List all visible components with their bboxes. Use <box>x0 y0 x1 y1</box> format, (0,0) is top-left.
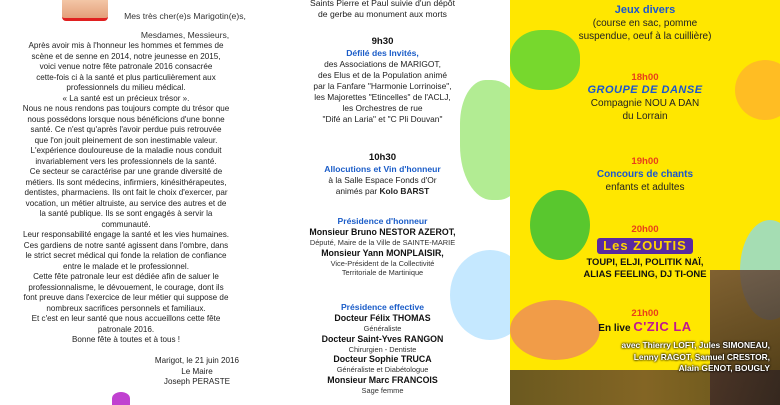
letter-line: Et c'est en leur santé que nous accueillons cette fête <box>31 314 221 323</box>
letter-line: Cette fête patronale leur est dédiée afin de saluer le <box>33 272 219 281</box>
live-title <box>550 320 740 335</box>
letter-line: la santé publique. Ils se sont engagés à servir la <box>39 209 213 218</box>
intro-line: Saints Pierre et Paul suivie d'un dépôt <box>310 0 455 8</box>
danse-title: GROUPE DE DANSE <box>587 84 703 96</box>
effective-president-role: Sage femme <box>361 385 404 395</box>
chants-line: enfants et adultes <box>605 182 685 193</box>
jeux-title: Jeux divers <box>614 4 676 16</box>
zoukis-band-logo: Les ZOUTIS <box>597 238 693 254</box>
danse-line: Compagnie NOU A DAN <box>590 98 700 109</box>
letter-line: cette-fois ci à la santé et plus particulièrement aux <box>36 72 216 82</box>
letter-line: Ce secteur se caractérise par une grande diversité de <box>29 167 223 176</box>
morning-program-column <box>255 0 510 405</box>
musician-line: avec Thierry LOFT, Jules SIMONEAU, <box>621 340 770 350</box>
decorative-shape <box>112 392 130 405</box>
letter-line: Leur responsabilité engage la santé et les vies humaines. <box>22 230 230 239</box>
musician-line: Lenny RAGOT, Samuel CRESTOR, <box>633 351 770 362</box>
live-section <box>550 308 740 335</box>
defile-line: "Difé an Laria" et "C Pli Douvan" <box>322 114 443 124</box>
signature-title: Le Maire <box>181 366 213 376</box>
letter-line: Ces gardiens de notre santé agissent dans l'ombre, dans <box>23 240 229 250</box>
honorary-president-role: Vice-Président de la Collectivité Territoriale de Martinique <box>330 258 435 277</box>
letter-line: professionnels du milieu médical. <box>66 83 186 92</box>
live-musicians <box>540 340 770 375</box>
mayor-letter-column <box>0 0 255 405</box>
letter-line: que l'on jouit pleinement de son inestimable valeur. <box>34 135 218 145</box>
musician-line: Alain GENOT, BOUGLY <box>678 363 770 373</box>
letter-line: « La santé est un précieux trésor ». <box>62 93 190 103</box>
allocutions-host <box>255 186 510 197</box>
letter-line: vocation, un métier altruiste, au service des autres et de <box>25 198 227 208</box>
defile-title: Défilé des Invités, <box>346 48 419 58</box>
allocutions-venue: à la Salle Espace Fonds d'Or <box>328 175 437 185</box>
jeux-section <box>550 4 740 43</box>
honorary-president-role: Député, Maire de la Ville de SAINTE-MARIE <box>309 238 456 247</box>
defile-line: les Orchestres de rue <box>342 103 423 113</box>
salutation-line: Mesdames, Messieurs, <box>140 30 230 41</box>
live-band: C'ZIC LA <box>633 319 692 334</box>
letter-line: le strict secret médical qui fonde la relation de confiance <box>25 251 227 260</box>
defile-line: des Elus et de la Population animé <box>318 70 447 80</box>
signature-name: Joseph PERASTE <box>163 377 231 386</box>
letter-line: voici venue notre fête patronale 2016 consacrée <box>39 62 213 71</box>
defile-line: des Associations de MARIGOT, <box>324 59 441 69</box>
jeux-line: (course en sac, pomme <box>592 18 698 29</box>
letter-line: métiers. Ils sont médecins, infirmiers, kinésithérapeutes, <box>25 177 227 187</box>
effective-president-name: Docteur Sophie TRUCA <box>333 354 432 364</box>
live-prefix: En live <box>598 323 634 334</box>
allocutions-section <box>255 152 510 197</box>
jeux-line: suspendue, oeuf à la cuillière) <box>578 31 712 42</box>
letter-line: professionnalisme, le dévouement, le courage, dont ils <box>28 282 224 292</box>
honorary-president-name: Monsieur Bruno NESTOR AZEROT, <box>309 227 456 237</box>
letter-line: font preuve dans l'exercice de leur métier qui suppose de <box>23 293 229 302</box>
effective-president-role: Généraliste et Diabétologue <box>336 365 429 374</box>
host-prefix: animés par <box>335 186 380 196</box>
mass-intro <box>255 0 510 20</box>
signature-date: Marigot, le 21 juin 2016 <box>154 356 240 365</box>
evening-program-column <box>510 0 780 405</box>
zoukis-artists: ALIAS FEELING, DJ TI-ONE <box>583 268 707 279</box>
effective-president-name: Docteur Saint-Yves RANGON <box>321 333 444 344</box>
zoukis-section <box>550 224 740 280</box>
intro-line: de gerbe au monument aux morts <box>318 9 447 19</box>
presidence-honneur-section <box>255 216 510 278</box>
live-time: 21h00 <box>631 308 659 319</box>
defile-time: 9h30 <box>371 36 394 47</box>
effective-president-name: Monsieur Marc FRANCOIS <box>327 374 438 385</box>
zoukis-artists: TOUPI, ELJI, POLITIK NAÏ, <box>586 256 704 267</box>
letter-line: Après avoir mis à l'honneur les hommes et femmes de <box>28 41 224 50</box>
letter-line: patronale 2016. <box>97 324 155 334</box>
defile-line: les Majorettes "Etincelles" de l'ACLJ, <box>314 92 451 102</box>
presidence-effective-title: Présidence effective <box>340 302 425 312</box>
allocutions-time: 10h30 <box>368 152 397 163</box>
letter-line: dentistes, pharmaciens. Ils ont fait le choix d'exercer, par <box>24 188 228 197</box>
mayor-portrait <box>62 0 108 21</box>
danse-section <box>550 72 740 123</box>
defile-line: par la Fanfare "Harmonie Lorrinoise", <box>313 81 452 91</box>
letter-line: communauté. <box>101 219 151 229</box>
effective-president-role: Généraliste <box>363 324 402 333</box>
presidence-effective-section <box>255 302 510 395</box>
letter-line: scène et de senne en 2014, notre jeunesse en 2015, <box>31 51 221 61</box>
presidence-honneur-title: Présidence d'honneur <box>337 216 428 226</box>
honorary-president-name: Monsieur Yann MONPLAISIR, <box>321 247 444 258</box>
effective-president-role: Chirurgien - Dentiste <box>348 344 417 354</box>
defile-section <box>255 36 510 125</box>
crowd-photo <box>510 370 780 405</box>
letter-line: Bonne fête à toutes et à tous ! <box>72 335 180 344</box>
letter-line: Nous ne nous rendons pas toujours compte du trésor que <box>22 104 230 113</box>
letter-line: invariablement vers les professionnels de la santé. <box>35 156 217 166</box>
letter-line: santé. Ce n'est qu'après l'avoir perdue puis retrouvée <box>30 125 222 134</box>
zoukis-time: 20h00 <box>631 224 659 235</box>
letter-line: nombreux sacrifices personnels et familiaux. <box>46 303 206 313</box>
letter-signature <box>142 356 252 388</box>
chants-time: 19h00 <box>631 156 659 167</box>
letter-line: nous possédons lorsque nous bénéficions d'une bonne <box>27 114 225 124</box>
allocutions-title: Allocutions et Vin d'honneur <box>324 164 441 174</box>
danse-time: 18h00 <box>631 72 659 83</box>
letter-line: entre le malade et le professionnel. <box>63 261 189 271</box>
chants-section <box>550 156 740 194</box>
salutation-line: Mes très cher(e)s Marigotin(e)s, <box>124 10 246 21</box>
letter-body <box>0 41 252 346</box>
chants-title: Concours de chants <box>596 169 694 180</box>
effective-president-name: Docteur Félix THOMAS <box>334 313 431 323</box>
paint-splash <box>735 60 780 120</box>
letter-line: L'expérience douloureuse de la maladie nous conduit <box>30 146 222 155</box>
host-name: Kolo BARST <box>379 186 430 196</box>
danse-line: du Lorrain <box>622 111 668 122</box>
